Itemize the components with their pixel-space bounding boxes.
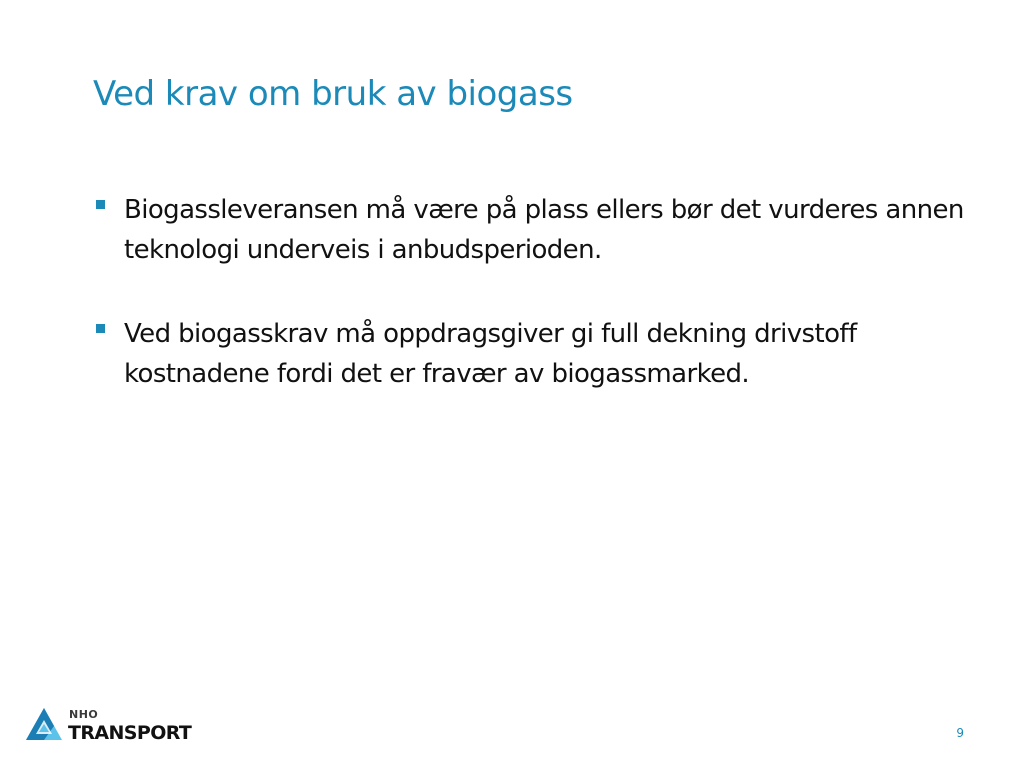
- page-number: 9: [956, 726, 964, 740]
- logo-transport-text: TRANSPORT: [68, 722, 192, 744]
- bullet-marker: [96, 190, 124, 209]
- bullet-text: Biogassleveransen må være på plass ellers bør det vurderes annen teknologi underveis i anbudsperioden.: [124, 195, 964, 265]
- bullet-item: [96, 190, 976, 270]
- square-bullet-icon: [96, 324, 105, 333]
- square-bullet-icon: [96, 200, 105, 209]
- slide-title: Ved krav om bruk av biogass: [93, 74, 573, 114]
- logo-nho-text: NHO: [69, 708, 99, 721]
- bullet-item: [96, 314, 976, 394]
- nho-transport-logo-icon: [24, 706, 64, 746]
- bullet-list: [96, 190, 976, 438]
- bullet-marker: [96, 314, 124, 333]
- nho-transport-logo: [24, 706, 199, 748]
- bullet-text: Ved biogasskrav må oppdragsgiver gi full dekning drivstoff kostnadene fordi det er fravær av biogassmarked.: [124, 319, 857, 389]
